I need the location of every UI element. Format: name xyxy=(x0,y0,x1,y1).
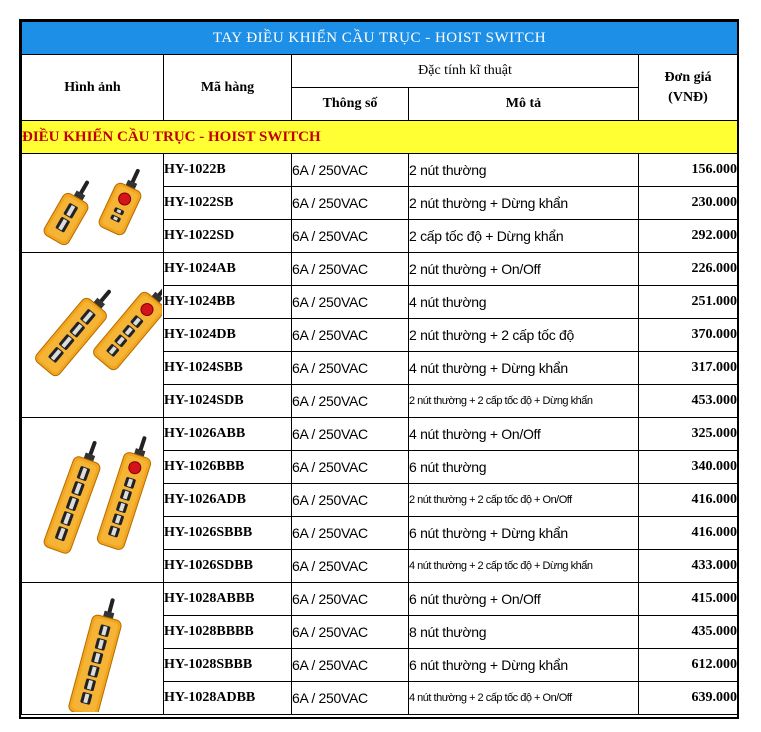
header-price-line1: Đơn giá xyxy=(664,69,712,85)
product-code: HY-1024AB xyxy=(164,253,292,286)
product-code: HY-1026SBBB xyxy=(164,517,292,550)
price-table xyxy=(21,21,738,715)
product-price: 156.000 xyxy=(639,154,738,187)
product-desc: 6 nút thường + Dừng khẩn xyxy=(409,649,639,682)
product-code: HY-1028ABBB xyxy=(164,583,292,616)
product-image-3 xyxy=(22,418,164,583)
header-tech: Đặc tính kĩ thuật xyxy=(292,55,639,88)
product-desc: 4 nút thường + 2 cấp tốc độ + Dừng khẩn xyxy=(409,550,639,583)
product-desc: 2 nút thường xyxy=(409,154,639,187)
product-desc: 4 nút thường + On/Off xyxy=(409,418,639,451)
product-spec: 6A / 250VAC xyxy=(292,253,409,286)
product-code: HY-1022SB xyxy=(164,187,292,220)
product-price: 433.000 xyxy=(639,550,738,583)
product-code: HY-1024SDB xyxy=(164,385,292,418)
product-desc: 2 cấp tốc độ + Dừng khẩn xyxy=(409,220,639,253)
product-spec: 6A / 250VAC xyxy=(292,649,409,682)
product-price: 370.000 xyxy=(639,319,738,352)
product-price: 416.000 xyxy=(639,484,738,517)
product-desc: 4 nút thường xyxy=(409,286,639,319)
header-desc: Mô tả xyxy=(409,88,639,121)
product-price: 415.000 xyxy=(639,583,738,616)
table-row xyxy=(22,583,738,616)
product-spec: 6A / 250VAC xyxy=(292,319,409,352)
product-code: HY-1022B xyxy=(164,154,292,187)
header-price xyxy=(639,55,738,121)
table-row xyxy=(22,253,738,286)
product-price: 230.000 xyxy=(639,187,738,220)
table-title: TAY ĐIỀU KHIỂN CẦU TRỤC - HOIST SWITCH xyxy=(22,22,738,55)
header-spec: Thông số xyxy=(292,88,409,121)
product-price: 612.000 xyxy=(639,649,738,682)
product-price: 226.000 xyxy=(639,253,738,286)
product-image-2 xyxy=(22,253,164,418)
product-price: 317.000 xyxy=(639,352,738,385)
product-desc: 6 nút thường + Dừng khẩn xyxy=(409,517,639,550)
header-image: Hình ảnh xyxy=(22,55,164,121)
product-price: 325.000 xyxy=(639,418,738,451)
product-desc: 4 nút thường + 2 cấp tốc độ + On/Off xyxy=(409,682,639,715)
product-code: HY-1026ABB xyxy=(164,418,292,451)
product-code: HY-1026SDBB xyxy=(164,550,292,583)
product-spec: 6A / 250VAC xyxy=(292,187,409,220)
product-desc: 8 nút thường xyxy=(409,616,639,649)
product-price: 292.000 xyxy=(639,220,738,253)
hoist-switch-icon xyxy=(24,157,162,250)
product-code: HY-1028BBBB xyxy=(164,616,292,649)
product-desc: 4 nút thường + Dừng khẩn xyxy=(409,352,639,385)
product-code: HY-1028ADBB xyxy=(164,682,292,715)
hoist-switch-icon xyxy=(24,256,162,415)
product-desc: 6 nút thường xyxy=(409,451,639,484)
product-desc: 2 nút thường + On/Off xyxy=(409,253,639,286)
category-row: ĐIỀU KHIỂN CẦU TRỤC - HOIST SWITCH xyxy=(22,121,738,154)
product-spec: 6A / 250VAC xyxy=(292,517,409,550)
product-code: HY-1022SD xyxy=(164,220,292,253)
product-price: 435.000 xyxy=(639,616,738,649)
product-price: 251.000 xyxy=(639,286,738,319)
product-desc: 2 nút thường + Dừng khẩn xyxy=(409,187,639,220)
product-desc: 6 nút thường + On/Off xyxy=(409,583,639,616)
product-image-4 xyxy=(22,583,164,715)
product-desc: 2 nút thường + 2 cấp tốc độ xyxy=(409,319,639,352)
product-spec: 6A / 250VAC xyxy=(292,616,409,649)
product-spec: 6A / 250VAC xyxy=(292,352,409,385)
table-row xyxy=(22,418,738,451)
product-code: HY-1024SBB xyxy=(164,352,292,385)
product-spec: 6A / 250VAC xyxy=(292,220,409,253)
hoist-switch-icon xyxy=(24,586,162,712)
product-spec: 6A / 250VAC xyxy=(292,154,409,187)
product-desc: 2 nút thường + 2 cấp tốc độ + Dừng khẩn xyxy=(409,385,639,418)
product-spec: 6A / 250VAC xyxy=(292,682,409,715)
product-price: 453.000 xyxy=(639,385,738,418)
product-desc: 2 nút thường + 2 cấp tốc độ + On/Off xyxy=(409,484,639,517)
header-price-line2: (VNĐ) xyxy=(668,89,708,105)
product-spec: 6A / 250VAC xyxy=(292,451,409,484)
price-list-frame xyxy=(19,19,739,719)
product-spec: 6A / 250VAC xyxy=(292,286,409,319)
product-price: 340.000 xyxy=(639,451,738,484)
product-spec: 6A / 250VAC xyxy=(292,583,409,616)
product-price: 416.000 xyxy=(639,517,738,550)
product-code: HY-1026ADB xyxy=(164,484,292,517)
product-code: HY-1024DB xyxy=(164,319,292,352)
product-code: HY-1028SBBB xyxy=(164,649,292,682)
product-spec: 6A / 250VAC xyxy=(292,484,409,517)
header-code: Mã hàng xyxy=(164,55,292,121)
product-code: HY-1026BBB xyxy=(164,451,292,484)
product-spec: 6A / 250VAC xyxy=(292,418,409,451)
product-spec: 6A / 250VAC xyxy=(292,550,409,583)
hoist-switch-icon xyxy=(24,421,162,580)
product-spec: 6A / 250VAC xyxy=(292,385,409,418)
product-code: HY-1024BB xyxy=(164,286,292,319)
table-row xyxy=(22,154,738,187)
product-image-1 xyxy=(22,154,164,253)
product-price: 639.000 xyxy=(639,682,738,715)
